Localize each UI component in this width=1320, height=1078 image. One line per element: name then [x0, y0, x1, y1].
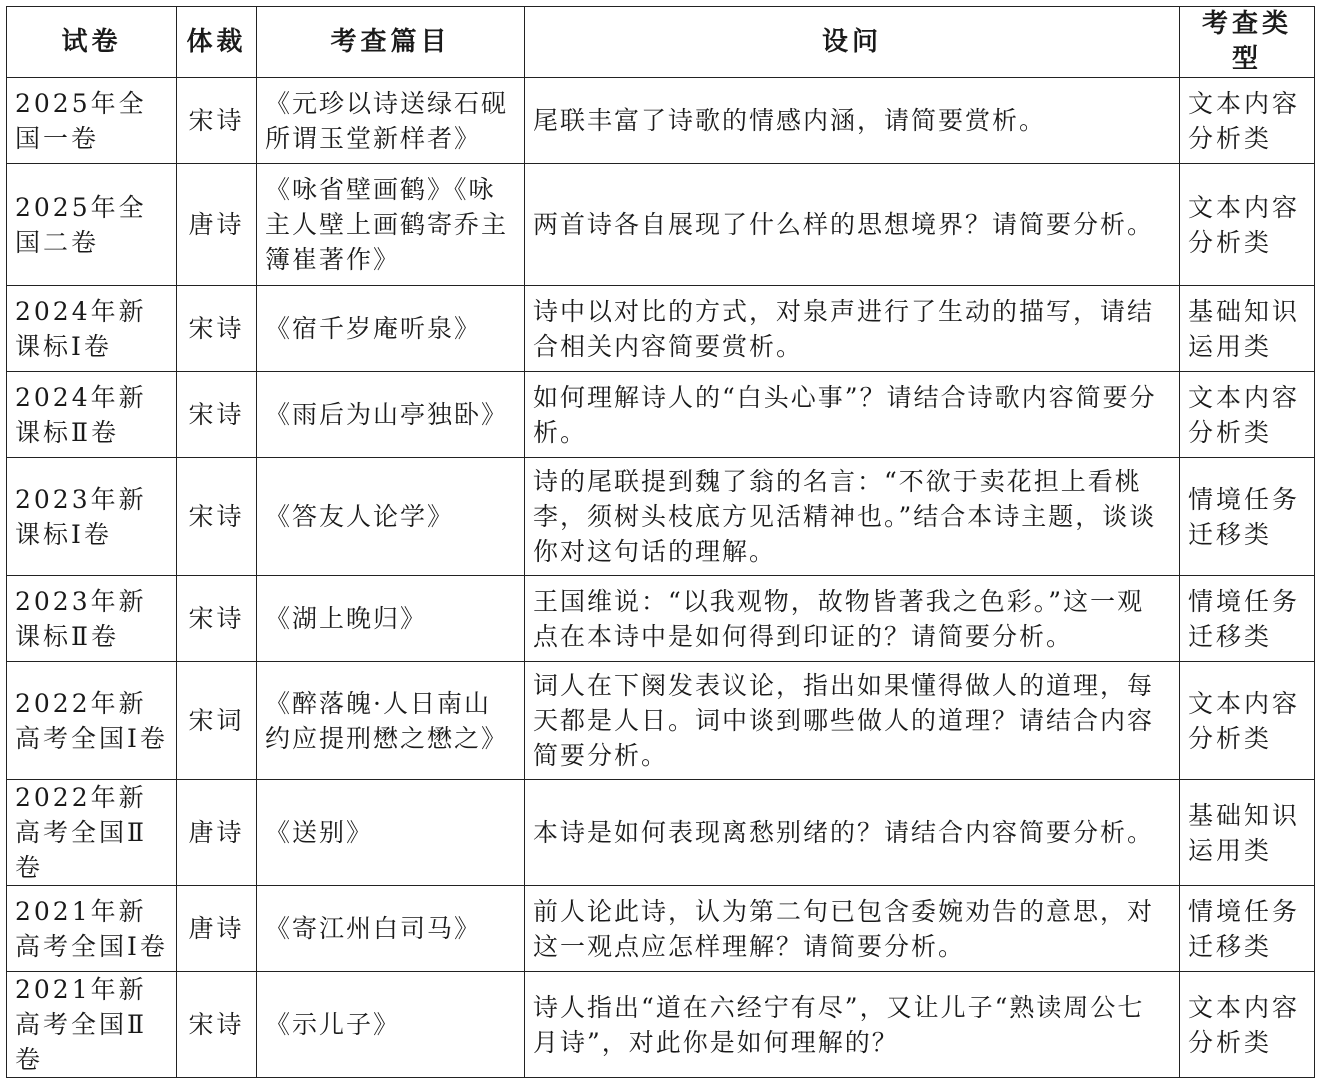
table-row	[7, 78, 1315, 164]
genre-cell: 宋诗	[177, 286, 257, 372]
header-type: 考查类型	[1180, 7, 1315, 78]
table-row	[7, 372, 1315, 458]
question-cell: 诗的尾联提到魏了翁的名言：“不欲于卖花担上看桃李，须树头枝底方见活精神也。”结合本诗主题，谈谈你对这句话的理解。	[525, 458, 1180, 576]
type-cell: 文本内容分析类	[1180, 662, 1315, 780]
question-cell: 如何理解诗人的“白头心事”？请结合诗歌内容简要分析。	[525, 372, 1180, 458]
text-cell: 《示儿子》	[257, 972, 525, 1078]
header-genre: 体裁	[177, 7, 257, 78]
question-cell: 尾联丰富了诗歌的情感内涵，请简要赏析。	[525, 78, 1180, 164]
exam-cell: 2024年新课标Ⅱ卷	[7, 372, 177, 458]
type-cell: 情境任务迁移类	[1180, 576, 1315, 662]
genre-cell: 宋诗	[177, 972, 257, 1078]
table-row	[7, 164, 1315, 286]
text-cell: 《送别》	[257, 780, 525, 886]
exam-cell: 2022年新高考全国Ⅰ卷	[7, 662, 177, 780]
table-row	[7, 286, 1315, 372]
question-cell: 王国维说：“以我观物，故物皆著我之色彩。”这一观点在本诗中是如何得到印证的？请简要分析。	[525, 576, 1180, 662]
question-cell: 两首诗各自展现了什么样的思想境界？请简要分析。	[525, 164, 1180, 286]
text-cell: 《宿千岁庵听泉》	[257, 286, 525, 372]
type-cell: 文本内容分析类	[1180, 78, 1315, 164]
text-cell: 《醉落魄·人日南山约应提刑懋之懋之》	[257, 662, 525, 780]
genre-cell: 宋词	[177, 662, 257, 780]
exam-cell: 2021年新高考全国Ⅱ卷	[7, 972, 177, 1078]
type-cell: 基础知识运用类	[1180, 286, 1315, 372]
exam-cell: 2021年新高考全国Ⅰ卷	[7, 886, 177, 972]
question-cell: 诗人指出“道在六经宁有尽”，又让儿子“熟读周公七月诗”，对此你是如何理解的？	[525, 972, 1180, 1078]
text-cell: 《答友人论学》	[257, 458, 525, 576]
genre-cell: 唐诗	[177, 886, 257, 972]
genre-cell: 唐诗	[177, 780, 257, 886]
table-row	[7, 886, 1315, 972]
exam-cell: 2023年新课标Ⅰ卷	[7, 458, 177, 576]
text-cell: 《咏省壁画鹤》《咏主人壁上画鹤寄乔主簿崔著作》	[257, 164, 525, 286]
header-row	[7, 7, 1315, 78]
exam-cell: 2022年新高考全国Ⅱ卷	[7, 780, 177, 886]
table-row	[7, 780, 1315, 886]
header-question: 设问	[525, 7, 1180, 78]
exam-cell: 2025年全国一卷	[7, 78, 177, 164]
header-exam: 试卷	[7, 7, 177, 78]
genre-cell: 唐诗	[177, 164, 257, 286]
text-cell: 《寄江州白司马》	[257, 886, 525, 972]
type-cell: 文本内容分析类	[1180, 164, 1315, 286]
text-cell: 《湖上晚归》	[257, 576, 525, 662]
question-cell: 前人论此诗，认为第二句已包含委婉劝告的意思，对这一观点应怎样理解？请简要分析。	[525, 886, 1180, 972]
header-text: 考查篇目	[257, 7, 525, 78]
type-cell: 文本内容分析类	[1180, 372, 1315, 458]
type-cell: 情境任务迁移类	[1180, 886, 1315, 972]
exam-question-table	[6, 6, 1315, 1078]
text-cell: 《元珍以诗送绿石砚所谓玉堂新样者》	[257, 78, 525, 164]
type-cell: 情境任务迁移类	[1180, 458, 1315, 576]
genre-cell: 宋诗	[177, 576, 257, 662]
table-row	[7, 972, 1315, 1078]
question-cell: 词人在下阕发表议论，指出如果懂得做人的道理，每天都是人日。词中谈到哪些做人的道理？请结合内容简要分析。	[525, 662, 1180, 780]
exam-cell: 2025年全国二卷	[7, 164, 177, 286]
question-cell: 诗中以对比的方式，对泉声进行了生动的描写，请结合相关内容简要赏析。	[525, 286, 1180, 372]
type-cell: 文本内容分析类	[1180, 972, 1315, 1078]
question-cell: 本诗是如何表现离愁别绪的？请结合内容简要分析。	[525, 780, 1180, 886]
genre-cell: 宋诗	[177, 372, 257, 458]
table-row	[7, 662, 1315, 780]
table-row	[7, 458, 1315, 576]
type-cell: 基础知识运用类	[1180, 780, 1315, 886]
exam-cell: 2023年新课标Ⅱ卷	[7, 576, 177, 662]
text-cell: 《雨后为山亭独卧》	[257, 372, 525, 458]
exam-cell: 2024年新课标Ⅰ卷	[7, 286, 177, 372]
table-row	[7, 576, 1315, 662]
genre-cell: 宋诗	[177, 78, 257, 164]
genre-cell: 宋诗	[177, 458, 257, 576]
